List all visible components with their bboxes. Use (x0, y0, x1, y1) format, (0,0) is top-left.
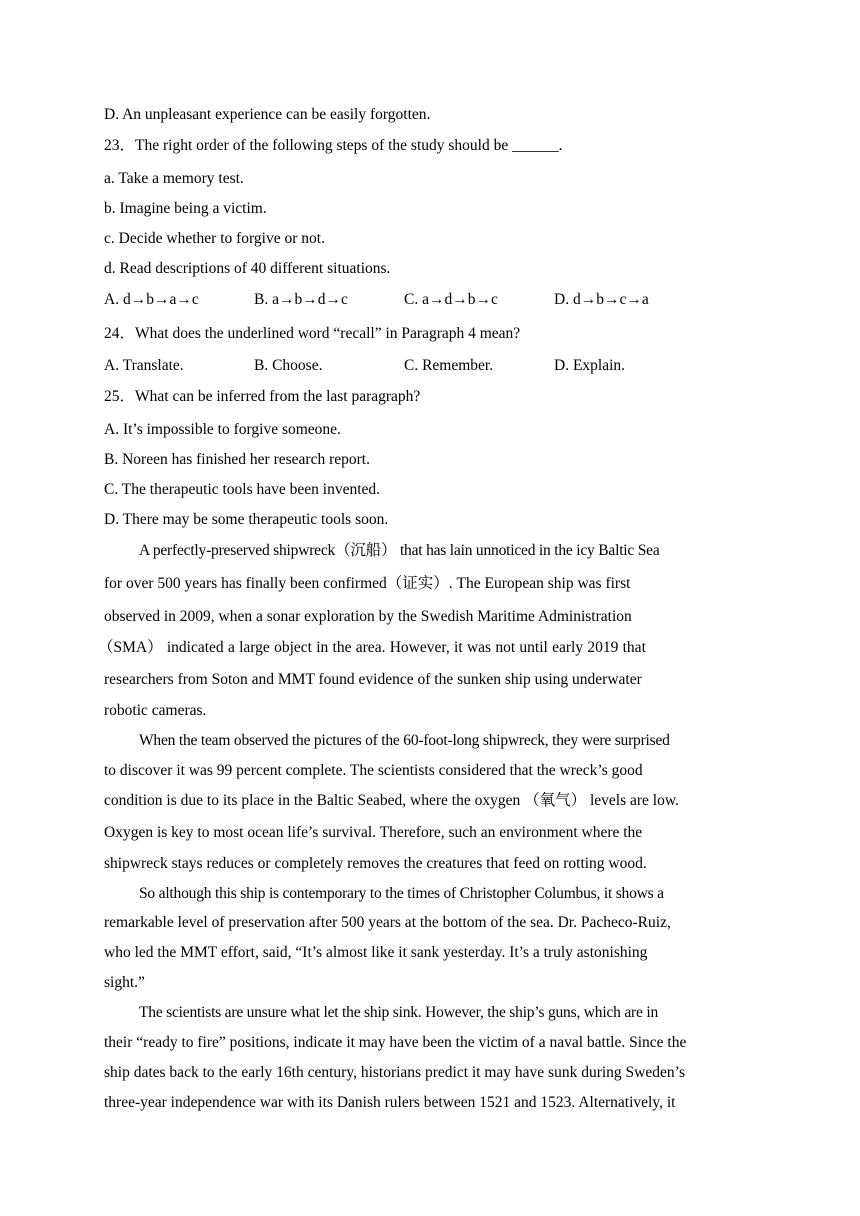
q23-step-c: c. Decide whether to forgive or not. (104, 230, 325, 247)
passage-p4-line: three-year independence war with its Danish rulers between 1521 and 1523. Alternatively, it (104, 1094, 676, 1111)
passage-p4-line: The scientists are unsure what let the ship sink. However, the ship’s guns, which are in (139, 1004, 658, 1021)
passage-p4-line: their “ready to fire” positions, indicate it may have been the victim of a naval battle. Since the (104, 1034, 687, 1051)
q25-option-d: D. There may be some therapeutic tools soon. (104, 511, 389, 528)
passage-p1-line: observed in 2009, when a sonar exploration by the Swedish Maritime Administration (104, 608, 632, 625)
q23-option-a: A. d→b→a→c (104, 291, 199, 308)
passage-p3-line: So although this ship is contemporary to the times of Christopher Columbus, it shows a (139, 885, 664, 902)
passage-p1-line: A perfectly-preserved shipwreck（沉船） that has lain unnoticed in the icy Baltic Sea (139, 542, 660, 559)
q23-step-d: d. Read descriptions of 40 different situations. (104, 260, 391, 277)
passage-p2-line: Oxygen is key to most ocean life’s survival. Therefore, such an environment where the (104, 824, 643, 841)
passage-p3-line: remarkable level of preservation after 500 years at the bottom of the sea. Dr. Pacheco-Ruiz, (104, 914, 671, 931)
q23-option-c: C. a→d→b→c (404, 291, 498, 308)
passage-p2-line: condition is due to its place in the Baltic Seabed, where the oxygen （氧气） levels are low. (104, 792, 679, 809)
passage-p1-line: for over 500 years has finally been confirmed（证实）. The European ship was first (104, 575, 631, 592)
q24-option-b: B. Choose. (254, 357, 323, 374)
passage-p1-line: researchers from Soton and MMT found evidence of the sunken ship using underwater (104, 671, 642, 688)
q24-option-d: D. Explain. (554, 357, 626, 374)
q23-stem: 23．The right order of the following steps of the study should be ______. (104, 137, 563, 154)
passage-p2-line: shipwreck stays reduces or completely removes the creatures that feed on rotting wood. (104, 855, 647, 872)
passage-p2-line: When the team observed the pictures of the 60-foot-long shipwreck, they were surprised (139, 732, 670, 749)
q25-stem: 25．What can be inferred from the last paragraph? (104, 388, 421, 405)
passage-p4-line: ship dates back to the early 16th century, historians predict it may have sunk during Sweden’s (104, 1064, 685, 1081)
q23-step-b: b. Imagine being a victim. (104, 200, 267, 217)
passage-p3-line: who led the MMT effort, said, “It’s almost like it sank yesterday. It’s a truly astonishing (104, 944, 648, 961)
passage-p1-line: （SMA） indicated a large object in the area. However, it was not until early 2019 that (98, 639, 646, 656)
passage-p2-line: to discover it was 99 percent complete. The scientists considered that the wreck’s good (104, 762, 643, 779)
q23-step-a: a. Take a memory test. (104, 170, 244, 187)
q25-option-c: C. The therapeutic tools have been invented. (104, 481, 381, 498)
q23-option-d: D. d→b→c→a (554, 291, 649, 308)
q24-option-a: A. Translate. (104, 357, 184, 374)
q24-stem: 24．What does the underlined word “recall” in Paragraph 4 mean? (104, 325, 521, 342)
q22-option-d: D. An unpleasant experience can be easily forgotten. (104, 106, 431, 123)
q25-option-a: A. It’s impossible to forgive someone. (104, 421, 341, 438)
q25-option-b: B. Noreen has finished her research report. (104, 451, 370, 468)
passage-p3-line: sight.” (104, 974, 145, 991)
q23-option-b: B. a→b→d→c (254, 291, 348, 308)
q24-option-c: C. Remember. (404, 357, 494, 374)
passage-p1-line: robotic cameras. (104, 702, 207, 719)
